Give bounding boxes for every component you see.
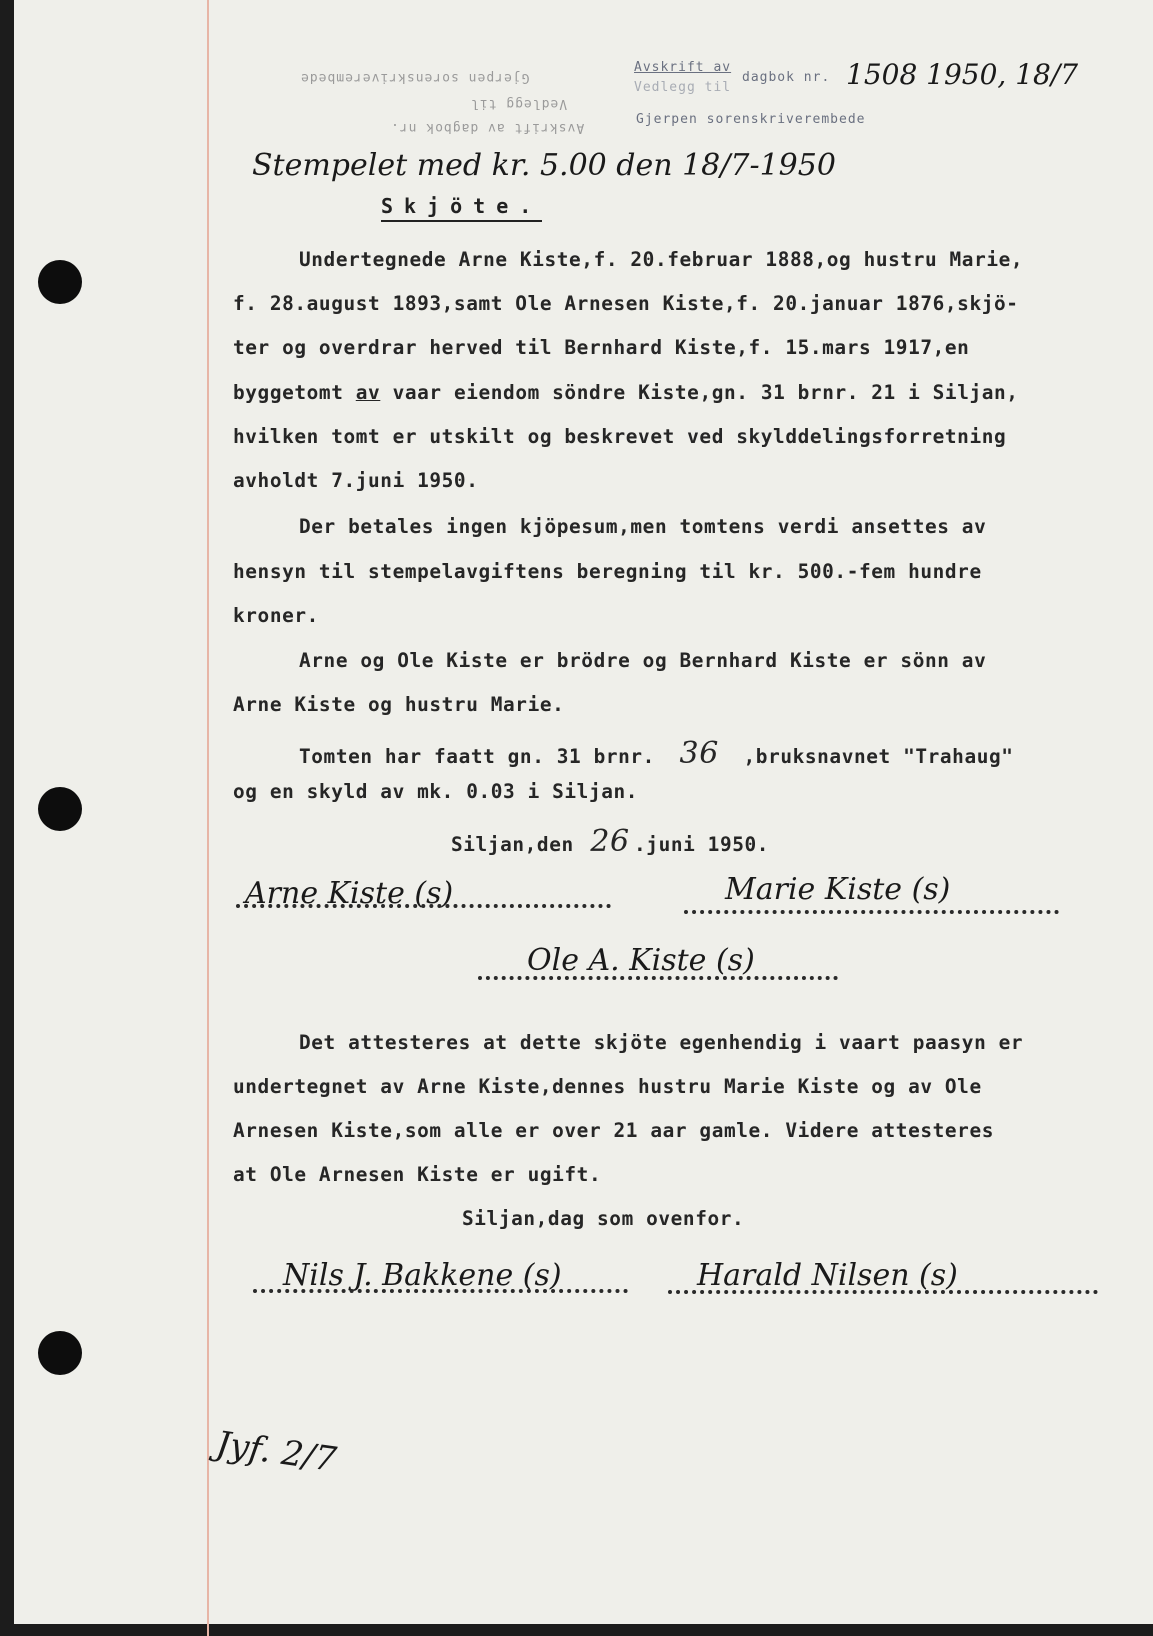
text-line: ter og overdrar herved til Bernhard Kiste,f. 15.mars 1917,en (233, 336, 970, 359)
text-segment: vaar eiendom söndre Kiste,gn. 31 brnr. 21 i Siljan, (392, 381, 1019, 404)
stamp-dagbok: dagbok nr. (742, 70, 831, 85)
signature-marie: Marie Kiste (s) (725, 872, 951, 907)
scan-border-left (0, 0, 14, 1636)
text-segment: Tomten har faatt gn. 31 brnr. (299, 745, 655, 768)
signature-line (668, 1290, 1098, 1294)
signature-harald: Harald Nilsen (s) (697, 1258, 958, 1293)
text-line: kroner. (233, 604, 319, 627)
signature-arne: Arne Kiste (s) (245, 876, 454, 911)
attestation-date: Siljan,dag som ovenfor. (462, 1207, 745, 1230)
text-line: avholdt 7.juni 1950. (233, 469, 479, 492)
text-line: f. 28.august 1893,samt Ole Arnesen Kiste,f. 20.januar 1876,skjö- (233, 292, 1019, 315)
date-line (451, 824, 769, 859)
signature-ole: Ole A. Kiste (s) (527, 943, 755, 978)
bleed-through-stamp-vedlegg: Vedlegg til (470, 96, 568, 111)
text-segment: Siljan,den (451, 833, 574, 856)
text-line: at Ole Arnesen Kiste er ugift. (233, 1163, 602, 1186)
text-segment: ,bruksnavnet "Trahaug" (743, 745, 1014, 768)
text-line: hvilken tomt er utskilt og beskrevet ved skylddelingsforretning (233, 425, 1007, 448)
stamp-handwritten-number: 1508 1950, 18/7 (846, 58, 1079, 91)
stamp-avskrift: Avskrift av (634, 60, 732, 75)
stamp-duty-note: Stempelet med kr. 5.00 den 18/7-1950 (252, 148, 836, 183)
text-segment: .juni 1950. (634, 833, 770, 856)
signature-nils: Nils J. Bakkene (s) (283, 1258, 562, 1293)
stamp-org: Gjerpen sorenskriverembede (636, 112, 866, 127)
text-line: Undertegnede Arne Kiste,f. 20.februar 1888,og hustru Marie, (299, 248, 1024, 271)
margin-note: Jyf. 2/7 (213, 1423, 339, 1481)
punch-hole (38, 260, 82, 304)
text-line: Arnesen Kiste,som alle er over 21 aar gamle. Videre attesteres (233, 1119, 994, 1142)
text-line: Der betales ingen kjöpesum,men tomtens verdi ansettes av (299, 515, 987, 538)
text-line: undertegnet av Arne Kiste,dennes hustru Marie Kiste og av Ole (233, 1075, 982, 1098)
handwritten-number: 36 (679, 736, 719, 771)
handwritten-day: 26 (590, 824, 630, 859)
document-title: Skjöte. (381, 194, 542, 222)
text-line: hensyn til stempelavgiftens beregning til kr. 500.-fem hundre (233, 560, 982, 583)
punch-hole (38, 787, 82, 831)
margin-line (207, 0, 209, 1636)
text-line: Det attesteres at dette skjöte egenhendig i vaart paasyn er (299, 1031, 1024, 1054)
text-segment: byggetomt (233, 381, 344, 404)
scan-border-bottom (0, 1624, 1153, 1636)
signature-line (478, 976, 838, 980)
text-line: Arne Kiste og hustru Marie. (233, 693, 565, 716)
text-line (233, 381, 1019, 404)
signature-line (684, 910, 1059, 914)
signature-line (253, 1289, 628, 1293)
punch-hole (38, 1331, 82, 1375)
text-line (299, 736, 1014, 771)
signature-line (236, 904, 611, 908)
text-line: Arne og Ole Kiste er brödre og Bernhard Kiste er sönn av (299, 649, 987, 672)
bleed-through-stamp-org: Gjerpen sorenskriverembede (300, 70, 530, 85)
bleed-through-stamp-avskrift: Avskrift av dagbok nr. (390, 120, 585, 135)
text-line: og en skyld av mk. 0.03 i Siljan. (233, 780, 639, 803)
underlined-word: av (355, 381, 381, 404)
stamp-vedlegg: Vedlegg til (634, 80, 732, 95)
